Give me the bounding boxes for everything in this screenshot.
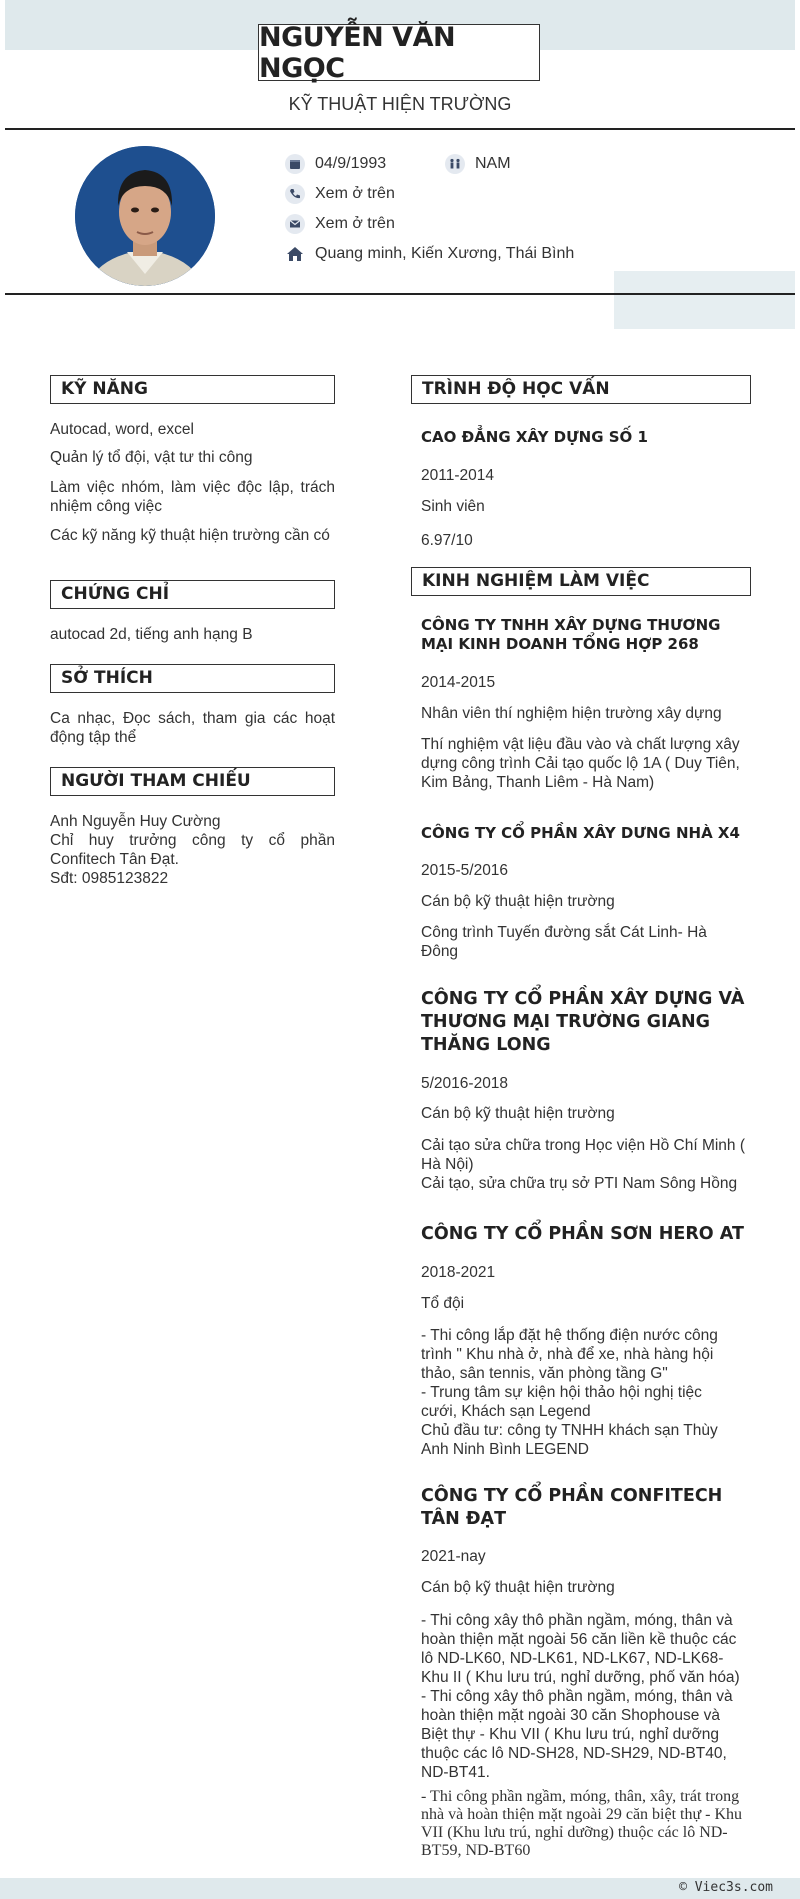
skill-item: Làm việc nhóm, làm việc độc lập, trách nhiệm công việc bbox=[50, 479, 335, 515]
job-period: 2015-5/2016 bbox=[421, 862, 509, 879]
references-block bbox=[50, 812, 335, 888]
education-role: Sinh viên bbox=[421, 498, 485, 515]
job-description-line: Cải tạo, sửa chữa trụ sở PTI Nam Sông Hồng bbox=[421, 1175, 738, 1192]
address-row bbox=[285, 244, 574, 264]
job-description bbox=[421, 1611, 751, 1782]
phone-row bbox=[285, 184, 395, 204]
job-period: 5/2016-2018 bbox=[421, 1075, 509, 1092]
reference-position: Chỉ huy trưởng công ty cổ phần Confitech Tân Đạt. bbox=[50, 832, 335, 868]
job-role: Cán bộ kỹ thuật hiện trường bbox=[421, 1579, 615, 1596]
skill-item: Các kỹ năng kỹ thuật hiện trường cần có bbox=[50, 527, 330, 544]
calendar-icon bbox=[285, 154, 305, 174]
job-title: KỸ THUẬT HIỆN TRƯỜNG bbox=[288, 94, 512, 114]
job-description: Thí nghiệm vật liệu đầu vào và chất lượng xây dựng công trình Cải tạo quốc lộ 1A ( Duy Tiên, Kim Bảng, Thanh Liêm - Hà Nam) bbox=[421, 736, 740, 791]
certificates-heading: CHỨNG CHỈ bbox=[50, 580, 335, 609]
job-role: Cán bộ kỹ thuật hiện trường bbox=[421, 893, 615, 910]
phone-value: Xem ở trên bbox=[315, 185, 395, 202]
person-photo-icon bbox=[75, 146, 215, 286]
education-heading: TRÌNH ĐỘ HỌC VẤN bbox=[411, 375, 751, 404]
dob-row bbox=[285, 154, 386, 174]
phone-icon bbox=[285, 184, 305, 204]
email-row bbox=[285, 214, 395, 234]
bottom-divider bbox=[5, 293, 795, 295]
avatar bbox=[75, 146, 215, 286]
job-role: Cán bộ kỹ thuật hiện trường bbox=[421, 1105, 615, 1122]
address-value: Quang minh, Kiến Xương, Thái Bình bbox=[315, 245, 575, 262]
job-description-line: - Thi công xây thô phần ngầm, móng, thân và hoàn thiện mặt ngoài 56 căn liền kề thuộc các lô ND-LK60, ND-LK61, ND-LK67, ND-LK68- Khu II ( Khu lưu trú, nghỉ dưỡng, phố văn hóa) bbox=[421, 1612, 740, 1686]
education-gpa: 6.97/10 bbox=[421, 532, 473, 549]
job-role: Tổ đội bbox=[421, 1295, 465, 1312]
gender-row bbox=[445, 154, 511, 174]
envelope-icon bbox=[285, 214, 305, 234]
gender-value: NAM bbox=[475, 155, 511, 172]
top-divider bbox=[5, 128, 795, 130]
email-value: Xem ở trên bbox=[315, 215, 395, 232]
job-description-line: - Thi công lắp đặt hệ thống điện nước công trình " Khu nhà ở, nhà để xe, nhà hàng hội thảo, sân tennis, văn phòng tầng G" bbox=[421, 1327, 718, 1382]
company-name: CÔNG TY CỔ PHẦN SƠN HERO AT bbox=[421, 1224, 744, 1244]
dob-value: 04/9/1993 bbox=[315, 155, 387, 172]
job-description: Công trình Tuyến đường sắt Cát Linh- Hà Đông bbox=[421, 924, 707, 960]
company-name: CÔNG TY CỔ PHẦN XÂY DỰNG VÀ THƯƠNG MẠI TRƯỜNG GIANG THĂNG LONG bbox=[421, 989, 745, 1055]
job-period: 2021-nay bbox=[421, 1548, 486, 1565]
job-description-serif: - Thi công phần ngầm, móng, thân, xây, trát trong nhà và hoàn thiện mặt ngoài 29 căn biệt thự - Khu VII (Khu lưu trú, nghỉ dưỡng) thuộc các lô ND-BT59, ND-BT60 bbox=[421, 1788, 743, 1859]
company-name: CÔNG TY CỔ PHẦN CONFITECH TÂN ĐẠT bbox=[421, 1486, 723, 1529]
skills-heading: KỸ NĂNG bbox=[50, 375, 335, 404]
job-description-line: - Trung tâm sự kiện hội thảo hội nghị tiệc cưới, Khách sạn Legend bbox=[421, 1384, 702, 1420]
school-name: CAO ĐẲNG XÂY DỰNG SỐ 1 bbox=[421, 428, 648, 446]
skill-item: Quản lý tổ đội, vật tư thi công bbox=[50, 449, 253, 466]
job-description bbox=[421, 1136, 756, 1193]
experience-heading: KINH NGHIỆM LÀM VIỆC bbox=[411, 567, 751, 596]
certificates-text: autocad 2d, tiếng anh hạng B bbox=[50, 626, 253, 643]
skill-item: Autocad, word, excel bbox=[50, 421, 194, 438]
job-description-line: Cải tạo sửa chữa trong Học viện Hồ Chí Minh ( Hà Nội) bbox=[421, 1137, 746, 1173]
education-years: 2011-2014 bbox=[421, 467, 494, 484]
hobbies-heading: SỞ THÍCH bbox=[50, 664, 335, 693]
reference-name: Anh Nguyễn Huy Cường bbox=[50, 813, 221, 830]
job-period: 2018-2021 bbox=[421, 1264, 496, 1281]
job-period: 2014-2015 bbox=[421, 674, 496, 691]
job-role: Nhân viên thí nghiệm hiện trường xây dựng bbox=[421, 705, 722, 722]
home-icon bbox=[285, 244, 305, 264]
company-name: CÔNG TY CỔ PHẦN XÂY DƯNG NHÀ X4 bbox=[421, 824, 740, 842]
reference-phone: Sđt: 0985123822 bbox=[50, 870, 169, 887]
candidate-name: NGUYỄN VĂN NGỌC bbox=[258, 24, 540, 81]
job-description-line: - Thi công xây thô phần ngầm, móng, thân và hoàn thiện mặt ngoài 30 căn Shophouse và Biệt thự - Khu VII ( Khu lưu trú, nghỉ dưỡng thuộc các lô ND-SH28, ND-SH29, ND-BT40, ND-BT41. bbox=[421, 1688, 733, 1781]
gender-icon bbox=[445, 154, 465, 174]
hobbies-text: Ca nhạc, Đọc sách, tham gia các hoạt động tập thể bbox=[50, 710, 335, 746]
company-name: CÔNG TY TNHH XÂY DỰNG THƯƠNG MẠI KINH DOANH TỔNG HỢP 268 bbox=[421, 616, 721, 653]
references-heading: NGƯỜI THAM CHIẾU bbox=[50, 767, 335, 796]
decor-band bbox=[614, 271, 795, 329]
footer-credit: © Viec3s.com bbox=[679, 1880, 773, 1895]
job-description bbox=[421, 1326, 741, 1459]
job-description-line: Chủ đầu tư: công ty TNHH khách sạn Thùy Anh Ninh Bình LEGEND bbox=[421, 1422, 718, 1458]
